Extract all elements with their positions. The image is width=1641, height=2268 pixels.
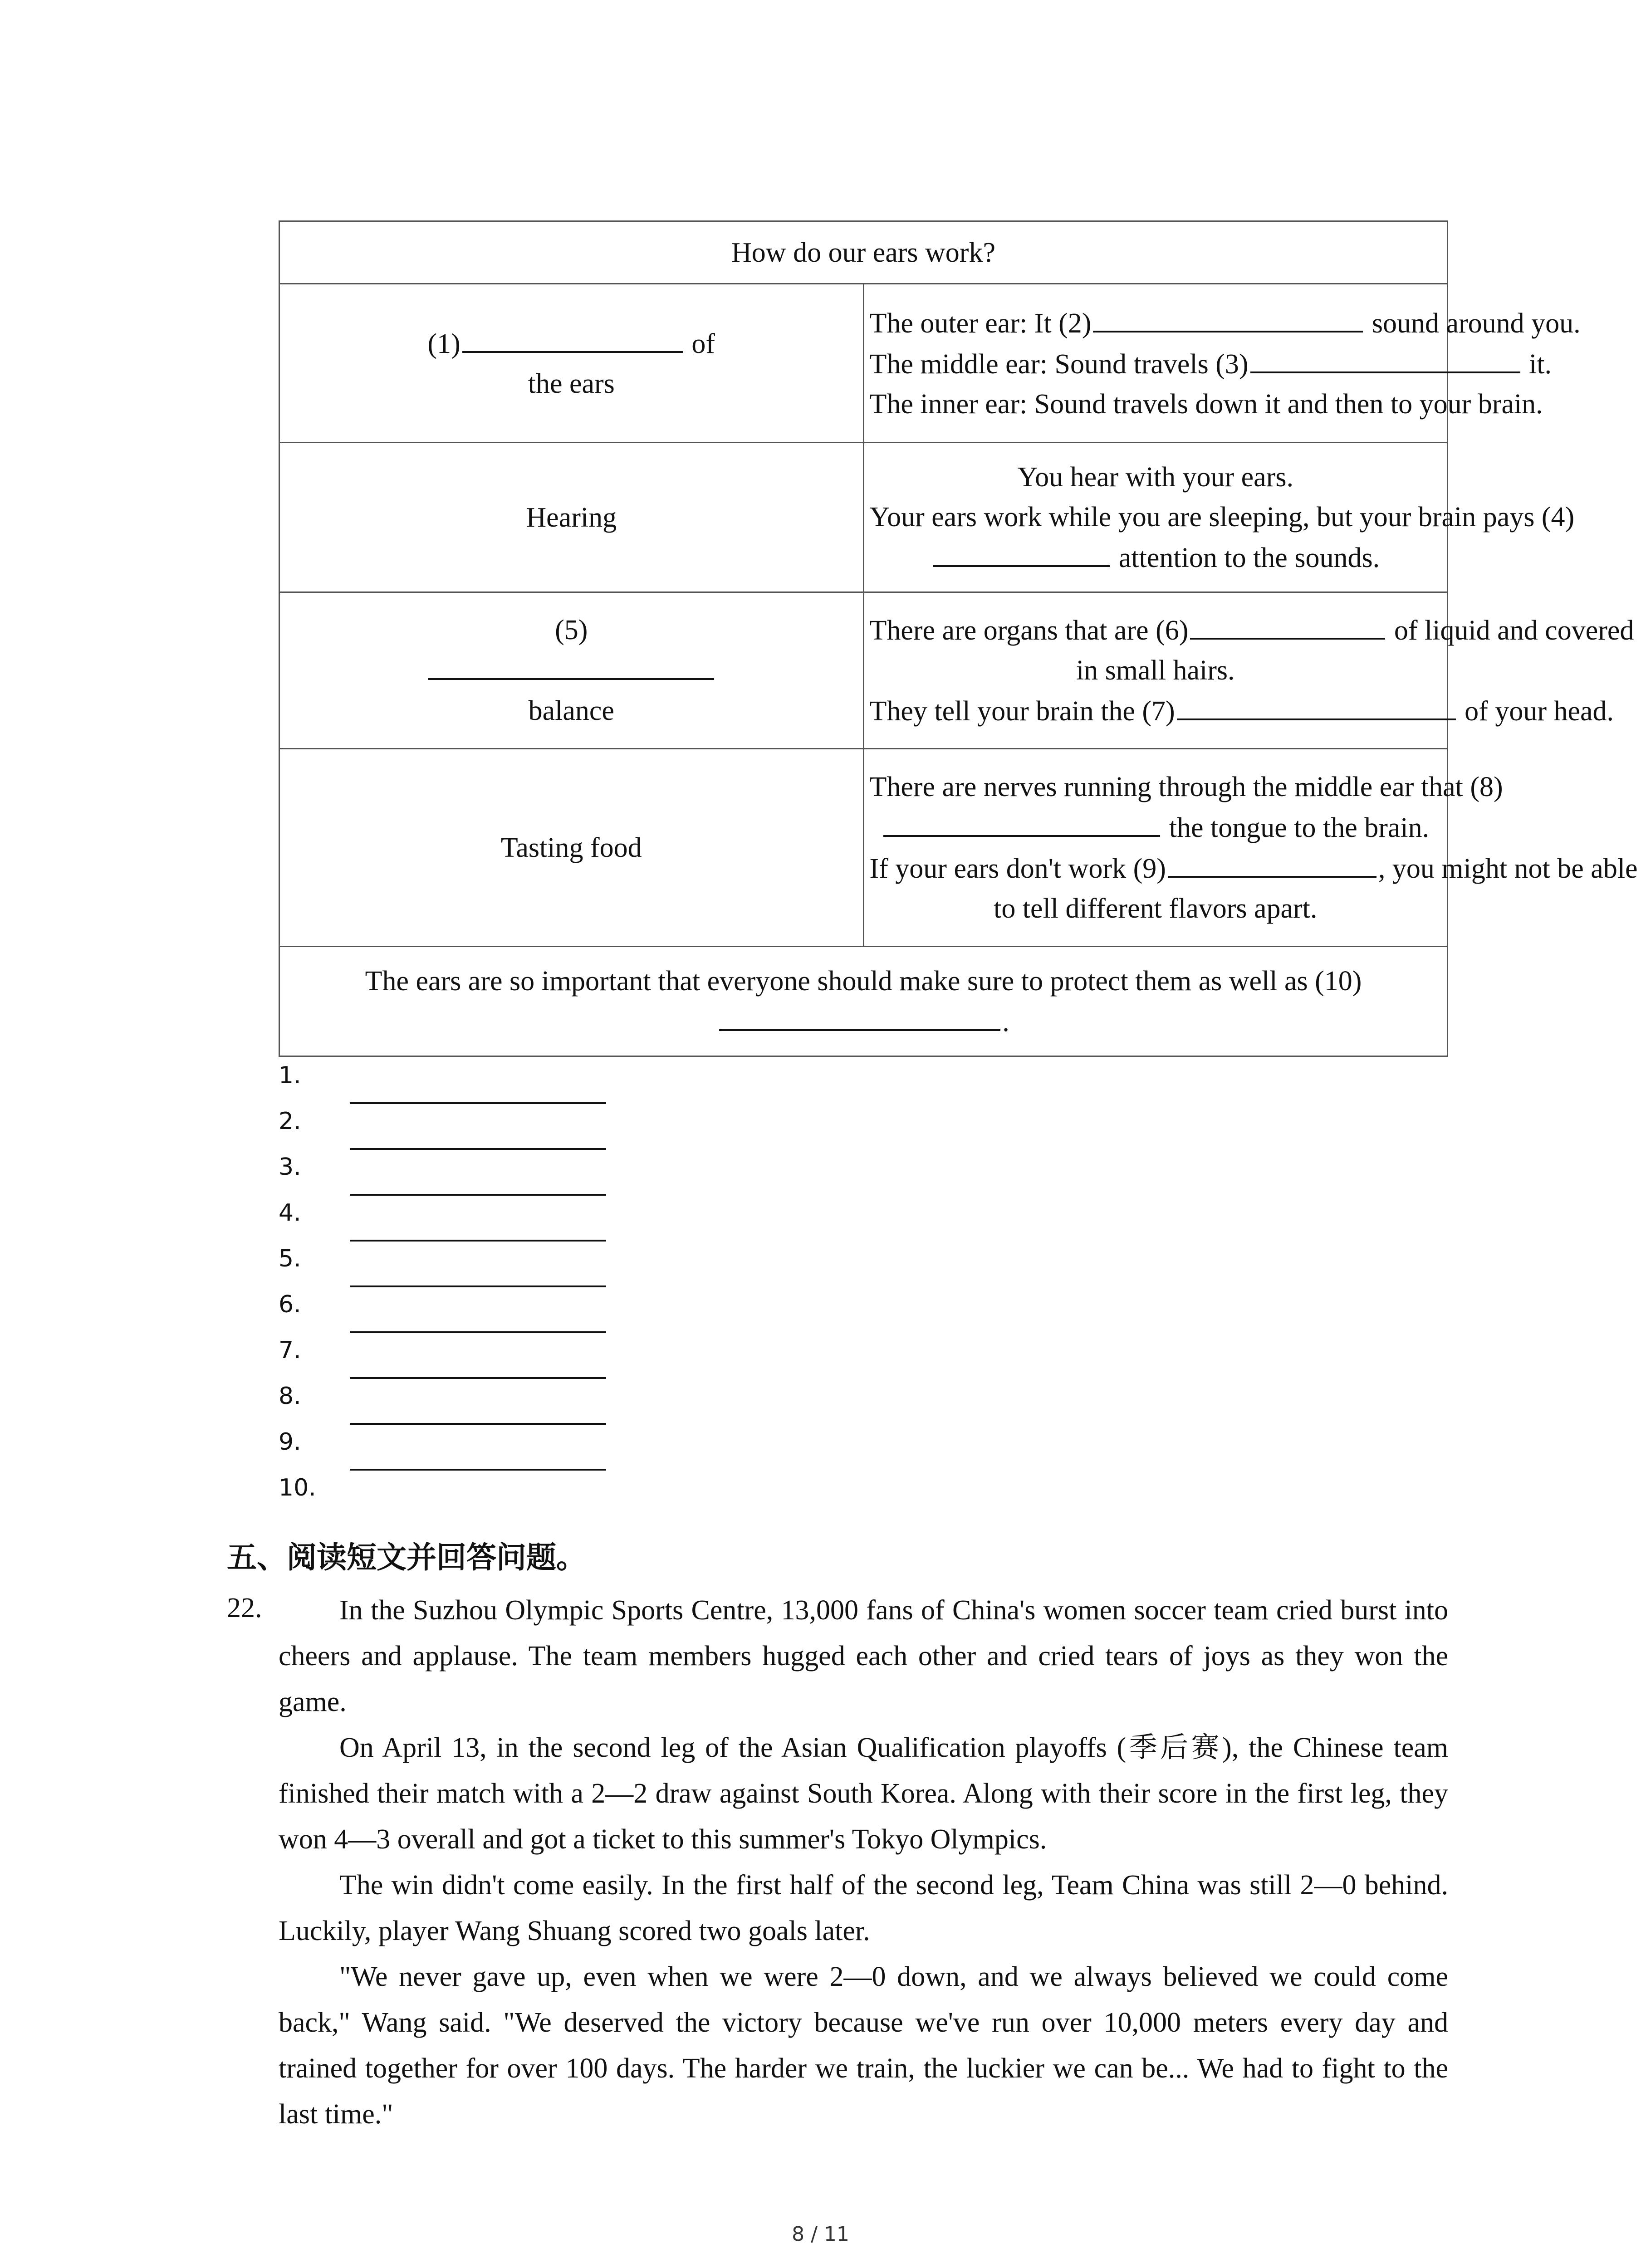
answer-number: 3. bbox=[279, 1154, 301, 1181]
row3-label: balance bbox=[528, 695, 614, 726]
row3-right-cell bbox=[863, 592, 1634, 749]
answer-number: 4. bbox=[279, 1199, 301, 1227]
row4-left-cell: Tasting food bbox=[279, 749, 864, 947]
blank-9[interactable] bbox=[1168, 848, 1376, 878]
organs-text-end: of liquid and covered bbox=[1387, 615, 1634, 646]
page-number: 8 / 11 bbox=[792, 2223, 849, 2246]
answer-number: 6. bbox=[279, 1291, 301, 1318]
ears-dont-work-end: , you might not be able bbox=[1378, 853, 1638, 884]
outer-ear-text-end: sound around you. bbox=[1365, 308, 1581, 339]
flavors-text: to tell different flavors apart. bbox=[994, 893, 1318, 924]
bottom-text-end: . bbox=[1002, 1006, 1009, 1037]
ears-dont-work-text: If your ears don't work (9) bbox=[869, 853, 1166, 884]
ear-function-table bbox=[279, 220, 1638, 1057]
organs-text: There are organs that are (6) bbox=[869, 615, 1189, 646]
inner-ear-text: The inner ear: Sound travels down it and then to your brain. bbox=[869, 388, 1543, 420]
row2-right-cell bbox=[863, 443, 1575, 592]
answer-number: 10. bbox=[279, 1474, 316, 1501]
blank-10[interactable] bbox=[719, 1001, 1000, 1031]
outer-ear-text: The outer ear: It (2) bbox=[869, 308, 1092, 339]
answer-line[interactable] bbox=[350, 1423, 606, 1425]
bottom-cell bbox=[279, 947, 1448, 1056]
answer-line[interactable] bbox=[350, 1377, 606, 1379]
answer-line[interactable] bbox=[350, 1240, 606, 1242]
row1-right-cell bbox=[863, 284, 1581, 443]
blank-8[interactable] bbox=[883, 807, 1160, 837]
row1-left-cell bbox=[279, 284, 864, 443]
answer-line[interactable] bbox=[350, 1194, 606, 1196]
blank-7[interactable] bbox=[1177, 690, 1456, 720]
row1-blank-prefix: (1) bbox=[427, 328, 460, 359]
section-heading: 五、阅读短文并回答问题。 bbox=[227, 1540, 586, 1575]
row2-left-cell: Hearing bbox=[279, 443, 864, 592]
answer-number: 8. bbox=[279, 1383, 301, 1410]
middle-ear-text: The middle ear: Sound travels (3) bbox=[869, 348, 1249, 380]
answer-number: 1. bbox=[279, 1062, 301, 1089]
answer-line[interactable] bbox=[350, 1102, 606, 1104]
bottom-text: The ears are so important that everyone should make sure to protect them as well as (10) bbox=[365, 965, 1362, 997]
answer-line[interactable] bbox=[350, 1286, 606, 1287]
middle-ear-text-end: it. bbox=[1522, 348, 1552, 380]
table-row-hearing bbox=[279, 443, 1448, 592]
passage-paragraph: "We never gave up, even when we were 2—0 down, and we always believed we could come back," Wang said. "We deserved the victory because we've run over 10,000 meters every day and trained together for over 100 days. The harder we train, the luckier we can be... We had to fight to the last time." bbox=[279, 1961, 1448, 2130]
answer-number: 9. bbox=[279, 1428, 301, 1456]
position-text: They tell your brain the (7) bbox=[869, 696, 1175, 727]
answer-number: 2. bbox=[279, 1108, 301, 1135]
passage-paragraph: The win didn't come easily. In the first half of the second leg, Team China was still 2—0 behind. Luckily, player Wang Shuang scored two goals later. bbox=[279, 1870, 1448, 1946]
blank-4[interactable] bbox=[933, 537, 1110, 567]
passage-paragraph: On April 13, in the second leg of the Asian Qualification playoffs (季后赛), the Chinese team finished their match with a 2—2 draw against South Korea. Along with their score in the first leg, they won 4—3 overall and got a ticket to this summer's Tokyo Olympics. bbox=[279, 1732, 1448, 1855]
position-text-end: of your head. bbox=[1457, 696, 1614, 727]
table-row-function bbox=[279, 284, 1448, 443]
tongue-text: the tongue to the brain. bbox=[1162, 812, 1430, 843]
nerves-text: There are nerves running through the middle ear that (8) bbox=[869, 771, 1503, 802]
blank-6[interactable] bbox=[1190, 610, 1385, 640]
blank-5[interactable] bbox=[428, 650, 714, 680]
blank-1[interactable] bbox=[462, 323, 683, 353]
hearing-line-3: attention to the sounds. bbox=[1112, 542, 1380, 573]
answer-number: 7. bbox=[279, 1337, 301, 1364]
answer-line[interactable] bbox=[350, 1331, 606, 1333]
row1-left-label: the ears bbox=[528, 368, 615, 399]
table-title: How do our ears work? bbox=[279, 221, 1448, 284]
answer-line[interactable] bbox=[350, 1148, 606, 1150]
row3-left-cell bbox=[279, 592, 864, 749]
row1-of-text: of bbox=[691, 328, 715, 359]
table-row-balance bbox=[279, 592, 1448, 749]
blank-2[interactable] bbox=[1093, 303, 1363, 332]
passage-paragraph: In the Suzhou Olympic Sports Centre, 13,000 fans of China's women soccer team cried burst into cheers and applause. The team members hugged each other and cried tears of joys as they won the game. bbox=[279, 1595, 1448, 1717]
table-title-row bbox=[279, 221, 1448, 284]
hairs-text: in small hairs. bbox=[1076, 655, 1235, 686]
hearing-line-1: You hear with your ears. bbox=[1017, 461, 1293, 493]
answer-line[interactable] bbox=[350, 1469, 606, 1471]
table-row-tasting bbox=[279, 749, 1448, 947]
hearing-line-2: Your ears work while you are sleeping, but your brain pays (4) bbox=[869, 501, 1575, 533]
question-number: 22. bbox=[227, 1593, 262, 1623]
table-bottom-row bbox=[279, 947, 1448, 1056]
row3-num: (5) bbox=[555, 615, 588, 645]
reading-passage bbox=[279, 1588, 1448, 2137]
row4-right-cell bbox=[863, 749, 1638, 947]
answer-number: 5. bbox=[279, 1245, 301, 1272]
blank-3[interactable] bbox=[1250, 343, 1520, 373]
